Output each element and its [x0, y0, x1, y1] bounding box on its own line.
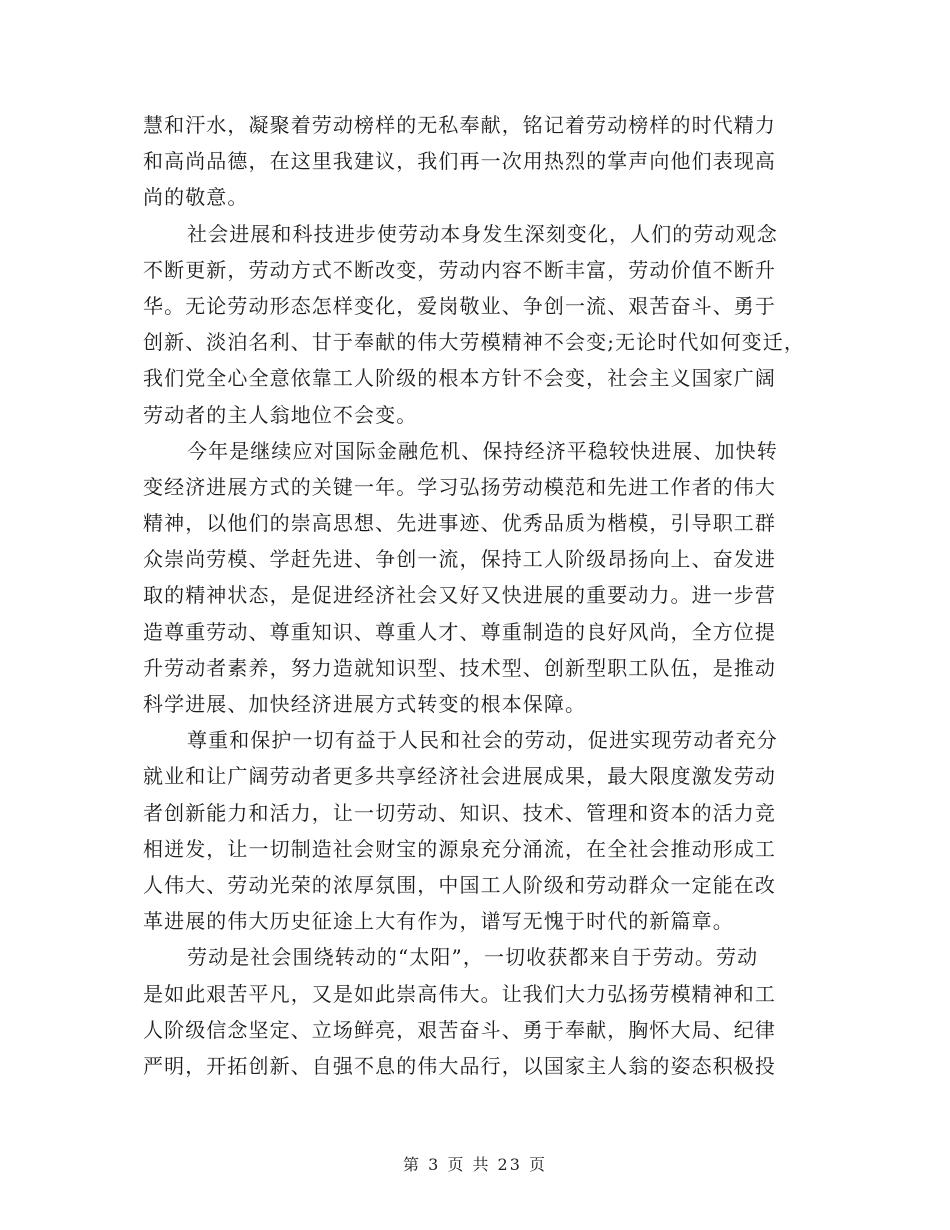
text-line: 众崇尚劳模、学赶先进、争创一流，保持工人阶级昂扬向上、奋发进	[143, 547, 776, 572]
text-line: 不断更新，劳动方式不断改变，劳动内容不断丰富，劳动价值不断升	[143, 257, 776, 282]
text-line: 升劳动者素养，努力造就知识型、技术型、创新型职工队伍，是推动	[143, 655, 776, 680]
document-body	[143, 107, 813, 1084]
text-line: 和高尚品德，在这里我建议，我们再一次用热烈的掌声向他们表现高	[143, 149, 776, 174]
text-line: 者创新能力和活力，让一切劳动、知识、技术、管理和资本的活力竞	[143, 800, 776, 825]
text-line: 创新、淡泊名利、甘于奉献的伟大劳模精神不会变;无论时代如何变迁，	[143, 330, 805, 355]
text-line: 劳动者的主人翁地位不会变。	[143, 402, 418, 427]
text-line: 尚的敬意。	[143, 185, 249, 210]
text-line: 人伟大、劳动光荣的浓厚氛围，中国工人阶级和劳动群众一定能在改	[143, 872, 776, 897]
text-line: 劳动是社会围绕转动的“太阳”，一切收获都来自于劳动。劳动	[187, 945, 759, 970]
text-line: 人阶级信念坚定、立场鲜亮，艰苦奋斗、勇于奉献，胸怀大局、纪律	[143, 1017, 776, 1042]
text-line: 科学进展、加快经济进展方式转变的根本保障。	[143, 692, 587, 716]
page-number-footer: 第 3 页 共 23 页	[403, 1155, 547, 1174]
text-line: 慧和汗水，凝聚着劳动榜样的无私奉献，铭记着劳动榜样的时代精力	[143, 113, 776, 137]
text-line: 社会进展和科技进步使劳动本身发生深刻变化，人们的劳动观念	[187, 221, 778, 246]
text-line: 就业和让广阔劳动者更多共享经济社会进展成果，最大限度激发劳动	[143, 764, 776, 789]
text-line: 造尊重劳动、尊重知识、尊重人才、尊重制造的良好风尚，全方位提	[143, 619, 776, 644]
text-line: 严明，开拓创新、自强不息的伟大品行，以国家主人翁的姿态积极投	[143, 1053, 776, 1078]
text-line: 尊重和保护一切有益于人民和社会的劳动，促进实现劳动者充分	[187, 728, 778, 753]
paragraph	[143, 939, 813, 1084]
text-line: 今年是继续应对国际金融危机、保持经济平稳较快进展、加快转	[187, 438, 778, 463]
paragraph	[143, 722, 813, 939]
text-line: 是如此艰苦平凡，又是如此崇高伟大。让我们大力弘扬劳模精神和工	[143, 981, 776, 1006]
text-line: 变经济进展方式的关键一年。学习弘扬劳动模范和先进工作者的伟大	[143, 474, 776, 499]
paragraph	[143, 433, 813, 723]
paragraph	[143, 107, 813, 216]
paragraph	[143, 216, 813, 433]
text-line: 革进展的伟大历史征途上大有作为，谱写无愧于时代的新篇章。	[143, 909, 734, 934]
text-line: 精神，以他们的崇高思想、先进事迹、优秀品质为楷模，引导职工群	[143, 511, 776, 536]
text-line: 取的精神状态，是促进经济社会又好又快进展的重要动力。进一步营	[143, 583, 776, 608]
text-line: 相迸发，让一切制造社会财宝的源泉充分涌流，在全社会推动形成工	[143, 836, 776, 861]
text-line: 我们党全心全意依靠工人阶级的根本方针不会变，社会主义国家广阔	[143, 366, 776, 391]
text-line: 华。无论劳动形态怎样变化，爱岗敬业、争创一流、艰苦奋斗、勇于	[143, 293, 776, 318]
